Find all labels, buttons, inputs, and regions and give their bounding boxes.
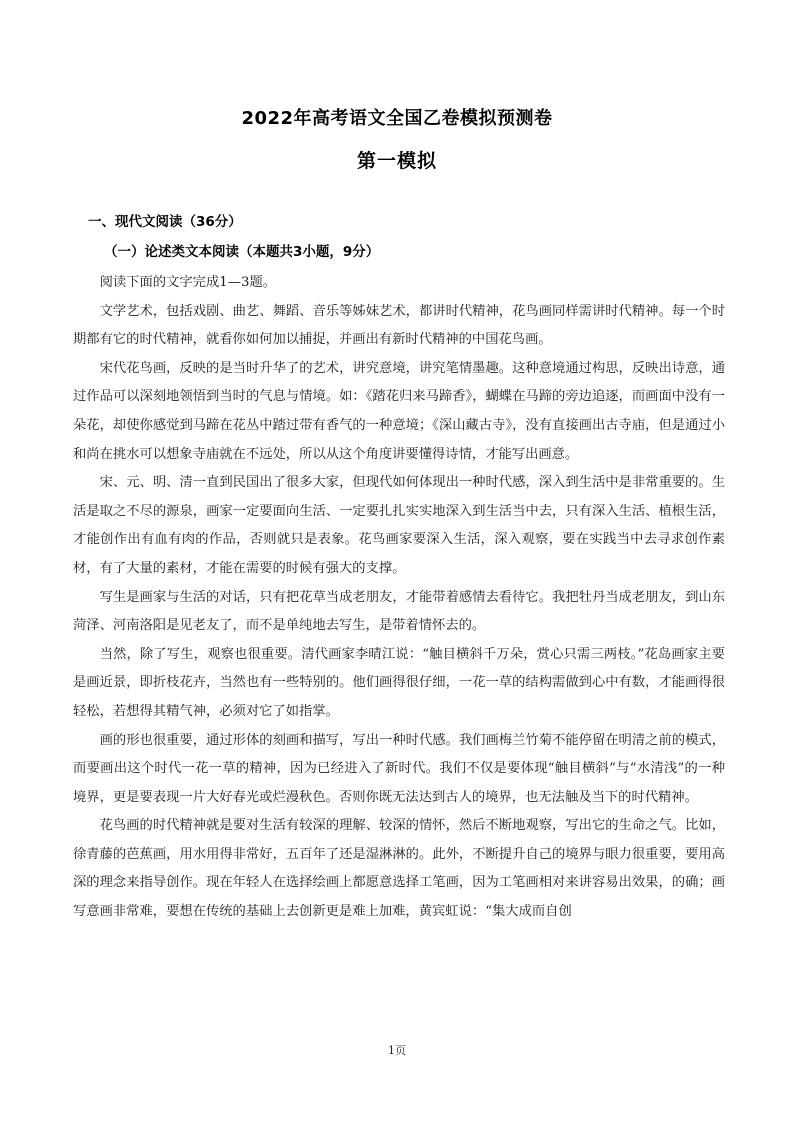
passage-paragraph: 花鸟画的时代精神就是要对生活有较深的理解、较深的情怀，然后不断地观察，写出它的生命之气。比如，徐青藤的芭蕉画，用水用得非常好，五百年了还是湿淋淋的。此外，不断提升自己的境界与眼力很重要，要用高深的理念来指导创作。现在年轻人在选择绘画上都愿意选择工笔画，因为工笔画相对来讲容易出效果，的确；画写意画非常难，要想在传统的基础上去创新更是难上加难，黄宾虹说：“集大成而自创 [73,818,725,920]
passage-paragraph: 当然，除了写生，观察也很重要。清代画家李晴江说：“触目横斜千万朵，赏心只需三两枝。”花岛画家主要是画近景，即折枝花卉，当然也有一些特别的。他们画得很仔细，一花一草的结构需做到心中有数，才能画得很轻松，若想得其精气神，必须对它了如指掌。 [73,646,725,719]
reading-passage [73,269,725,927]
exam-subtitle: 第一模拟 [356,150,437,172]
passage-paragraph: 文学艺术，包括戏剧、曲艺、舞蹈、音乐等姊妹艺术，都讲时代精神，花鸟画同样需讲时代精神。每一个时期都有它的时代精神，就看你如何加以捕捉，并画出有新时代精神的中国花鸟画。 [73,303,725,348]
passage-paragraph: 写生是画家与生活的对话，只有把花草当成老朋友，才能带着感情去看待它。我把牡丹当成老朋友，到山东菏泽、河南洛阳是见老友了，而不是单纯地去写生，是带着情怀去的。 [73,589,725,634]
exam-title: 2022年高考语文全国乙卷模拟预测卷 [241,108,553,129]
passage-paragraph: 宋、元、明、清一直到民国出了很多大家，但现代如何体现出一种时代感，深入到生活中是非常重要的。生活是取之不尽的源泉，画家一定要面向生活、一定要扎扎实实地深入到生活当中去，只有深入生活、植根生活，才能创作出有血有肉的作品，否则就只是表象。花鸟画家要深入生活，深入观察，要在实践当中去寻求创作素材，有了大量的素材，才能在需要的时候有强大的支撑。 [73,475,725,576]
page-number: 1页 [388,1044,406,1057]
passage-paragraph: 宋代花鸟画，反映的是当时升华了的艺术，讲究意境，讲究笔情墨趣。这种意境通过构思，反映出诗意，通过作品可以深刻地领悟到当时的气息与情境。如：《踏花归来马蹄香》，蝴蝶在马蹄的旁边追逐，而画面中没有一朵花，却使你感觉到马蹄在花丛中踏过带有香气的一种意境；《深山藏古寺》，没有直接画出古寺庙，但是通过小和尚在挑水可以想象寺庙就在不远处，所以从这个角度讲要懂得诗情，才能写出画意。 [73,360,725,462]
section-heading: 一、现代文阅读（36分） [88,214,242,230]
passage-paragraph: 画的形也很重要，通过形体的刻画和描写，写出一种时代感。我们画梅兰竹菊不能停留在明清之前的模式，而要画出这个时代一花一草的精神，因为已经进入了新时代。我们不仅是要体现“触目横斜”与“水清浅”的一种境界，更是要表现一片大好春光或烂漫秋色。否则你既无法达到古人的境界，也无法触及当下的时代精神。 [73,732,725,805]
subsection-heading: （一）论述类文本阅读（本题共3小题，9分） [104,244,380,260]
instruction-paragraph: 阅读下面的文字完成1—3题。 [99,275,277,290]
